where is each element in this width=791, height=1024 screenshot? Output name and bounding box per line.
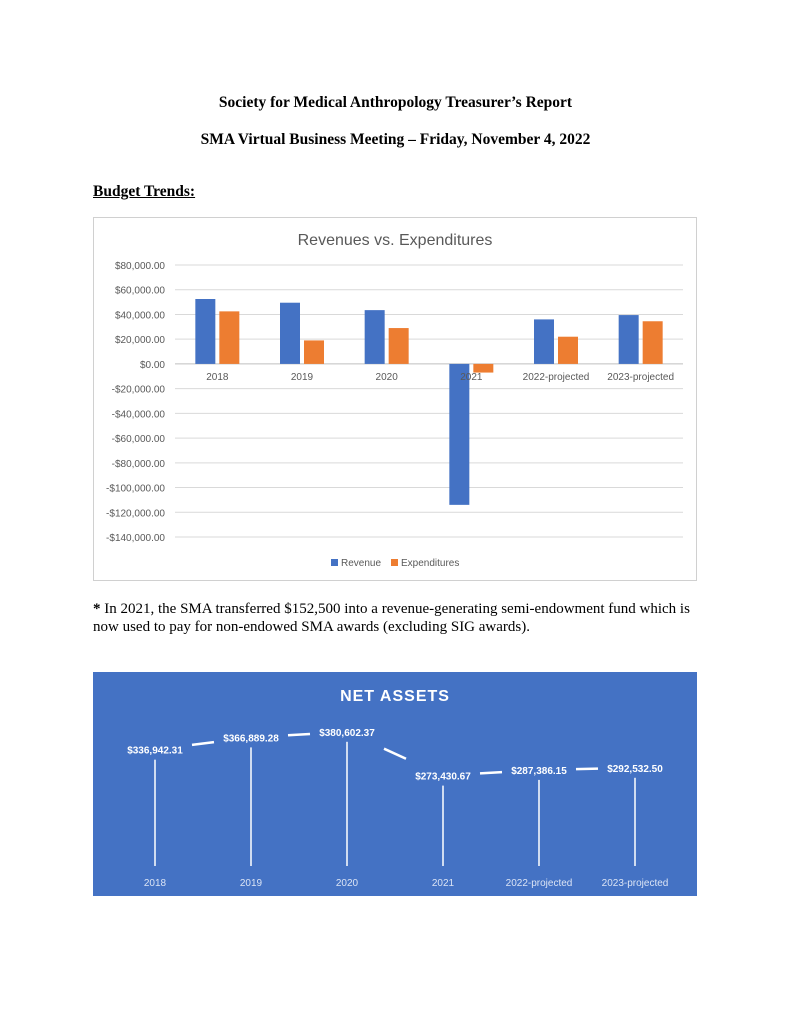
y-tick-label: -$60,000.00 <box>111 434 165 446</box>
net-assets-value-label: $292,532.50 <box>607 763 663 775</box>
x-tick-label: 2021 <box>460 371 483 383</box>
revenues-expenditures-chart <box>93 217 697 581</box>
bar-revenue <box>195 299 215 364</box>
y-tick-label: $20,000.00 <box>114 335 165 347</box>
net-assets-title: NET ASSETS <box>340 688 450 705</box>
x-tick-label: 2019 <box>290 371 314 383</box>
y-tick-label: -$80,000.00 <box>111 458 165 470</box>
bar-revenue <box>619 315 639 364</box>
footnote-text: In 2021, the SMA transferred $152,500 into a revenue-generating semi-endowment fund which is now used to pay for non-endowed SMA awards (excluding SIG awards). <box>93 601 690 635</box>
chart-title: Revenues vs. Expenditures <box>297 232 493 249</box>
bar-revenue <box>449 364 469 505</box>
y-tick-label: $40,000.00 <box>114 310 165 322</box>
bar-expenditures <box>219 311 239 364</box>
footnote-marker: * <box>93 601 101 617</box>
x-tick-label: 2018 <box>143 878 167 889</box>
bar-expenditures <box>643 321 663 364</box>
net-assets-line-segment <box>288 734 310 735</box>
report-title: Society for Medical Anthropology Treasurer’s Report <box>218 94 573 111</box>
legend-label: Revenue <box>341 558 382 569</box>
y-tick-label: -$100,000.00 <box>106 483 165 495</box>
bar-expenditures <box>558 337 578 364</box>
legend-swatch <box>331 559 338 566</box>
net-assets-line-segment <box>480 772 502 773</box>
y-tick-label: -$120,000.00 <box>106 508 165 520</box>
x-tick-label: 2018 <box>206 371 229 383</box>
bar-expenditures <box>389 328 409 364</box>
legend-label: Expenditures <box>401 558 460 569</box>
meeting-subtitle: SMA Virtual Business Meeting – Friday, November 4, 2022 <box>200 131 591 148</box>
x-tick-label: 2021 <box>431 878 455 889</box>
net-assets-value-label: $380,602.37 <box>319 727 375 739</box>
y-tick-label: $0.00 <box>139 359 165 371</box>
legend-swatch <box>391 559 398 566</box>
bar-expenditures <box>304 340 324 363</box>
x-tick-label: 2023-projected <box>601 878 669 889</box>
net-assets-value-label: $287,386.15 <box>511 765 567 777</box>
y-tick-label: -$20,000.00 <box>111 384 165 396</box>
net-assets-value-label: $273,430.67 <box>415 771 471 783</box>
y-tick-label: $80,000.00 <box>114 261 165 272</box>
x-tick-label: 2022-projected <box>522 371 590 383</box>
bar-revenue <box>365 310 385 364</box>
net-assets-value-label: $366,889.28 <box>223 733 279 745</box>
x-tick-label: 2020 <box>335 878 359 889</box>
net-assets-background <box>93 672 697 896</box>
x-tick-label: 2023-projected <box>607 371 675 383</box>
section-heading: Budget Trends: <box>93 183 196 200</box>
bar-revenue <box>280 303 300 364</box>
footnote <box>93 600 705 636</box>
x-tick-label: 2022-projected <box>505 878 573 889</box>
x-tick-label: 2019 <box>239 878 263 889</box>
y-tick-label: -$140,000.00 <box>106 533 165 544</box>
net-assets-value-label: $336,942.31 <box>127 745 183 757</box>
y-tick-label: $60,000.00 <box>114 285 165 297</box>
y-tick-label: -$40,000.00 <box>111 409 165 421</box>
x-tick-label: 2020 <box>375 371 398 383</box>
net-assets-chart <box>93 672 697 896</box>
bar-revenue <box>534 319 554 364</box>
